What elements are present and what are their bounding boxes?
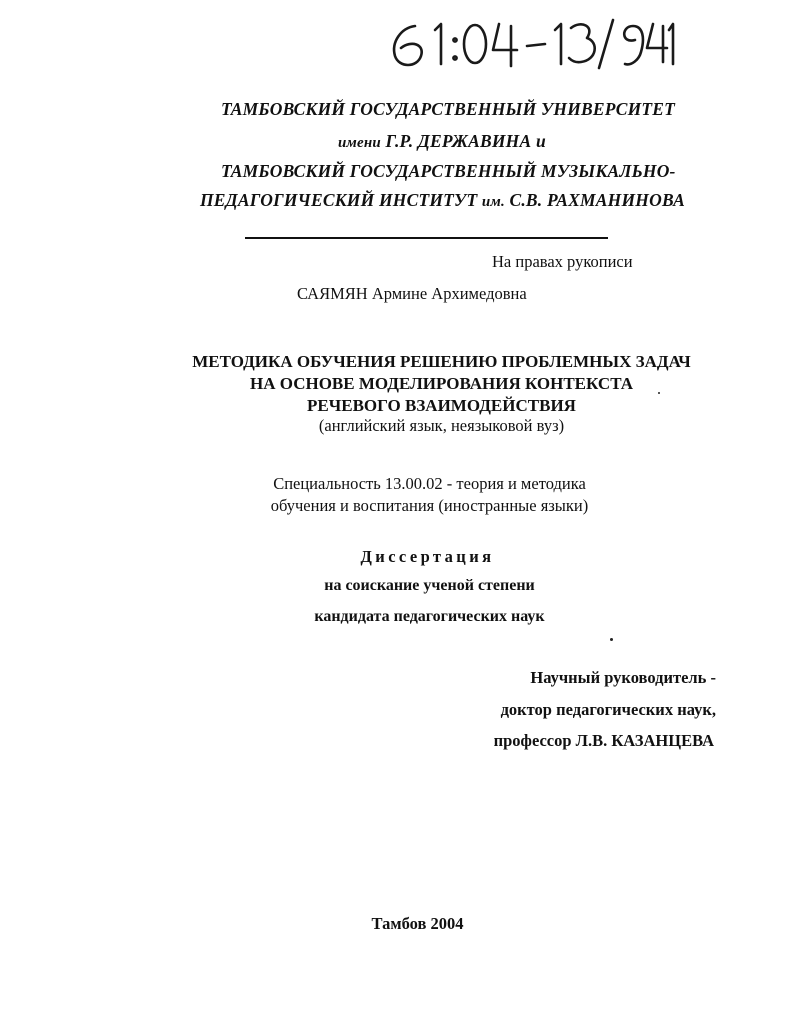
dissertation-heading: Диссертация (360, 547, 495, 566)
city-year: Тамбов 2004 (371, 914, 464, 933)
institution-line-4 (200, 190, 685, 211)
degree-line-2: кандидата педагогических наук (314, 608, 545, 625)
institution-line-1: ТАМБОВСКИЙ ГОСУДАРСТВЕННЫЙ УНИВЕРСИТЕТ (221, 99, 676, 119)
institution-line-2-prefix: имени (338, 135, 381, 151)
title-line-1: МЕТОДИКА ОБУЧЕНИЯ РЕШЕНИЮ ПРОБЛЕМНЫХ ЗАДАЧ (192, 352, 691, 371)
handwritten-number-drawing (385, 12, 675, 72)
institution-line-3: ТАМБОВСКИЙ ГОСУДАРСТВЕННЫЙ МУЗЫКАЛЬНО- (221, 161, 676, 181)
specialty-line-1: Специальность 13.00.02 - теория и методика (273, 474, 586, 493)
title-line-3: РЕЧЕВОГО ВЗАИМОДЕЙСТВИЯ (307, 396, 576, 415)
author-name: САЯМЯН Армине Архимедовна (297, 284, 527, 303)
institution-line-2 (338, 131, 546, 152)
manuscript-rights: На правах рукописи (492, 252, 633, 271)
supervisor-line-2: доктор педагогических наук, (500, 700, 716, 719)
degree-line-1: на соискание ученой степени (324, 577, 535, 594)
supervisor-line-1: Научный руководитель - (530, 668, 716, 687)
handwritten-registry-number (385, 12, 675, 72)
scan-speck (610, 638, 613, 641)
institution-line-4-part-a: ПЕДАГОГИЧЕСКИЙ ИНСТИТУТ (200, 190, 478, 210)
scan-speck (658, 392, 660, 394)
horizontal-rule (245, 237, 608, 239)
supervisor-line-3: профессор Л.В. КАЗАНЦЕВА (493, 731, 714, 750)
title-subtitle: (английский язык, неязыковой вуз) (318, 416, 565, 435)
institution-line-4-part-b: им. (481, 194, 505, 210)
institution-line-4-part-c: С.В. РАХМАНИНОВА (509, 190, 686, 210)
title-line-2: НА ОСНОВЕ МОДЕЛИРОВАНИЯ КОНТЕКСТА (250, 374, 633, 393)
specialty-line-2: обучения и воспитания (иностранные языки) (270, 496, 589, 515)
institution-line-2-name: Г.Р. ДЕРЖАВИНА и (385, 131, 546, 151)
